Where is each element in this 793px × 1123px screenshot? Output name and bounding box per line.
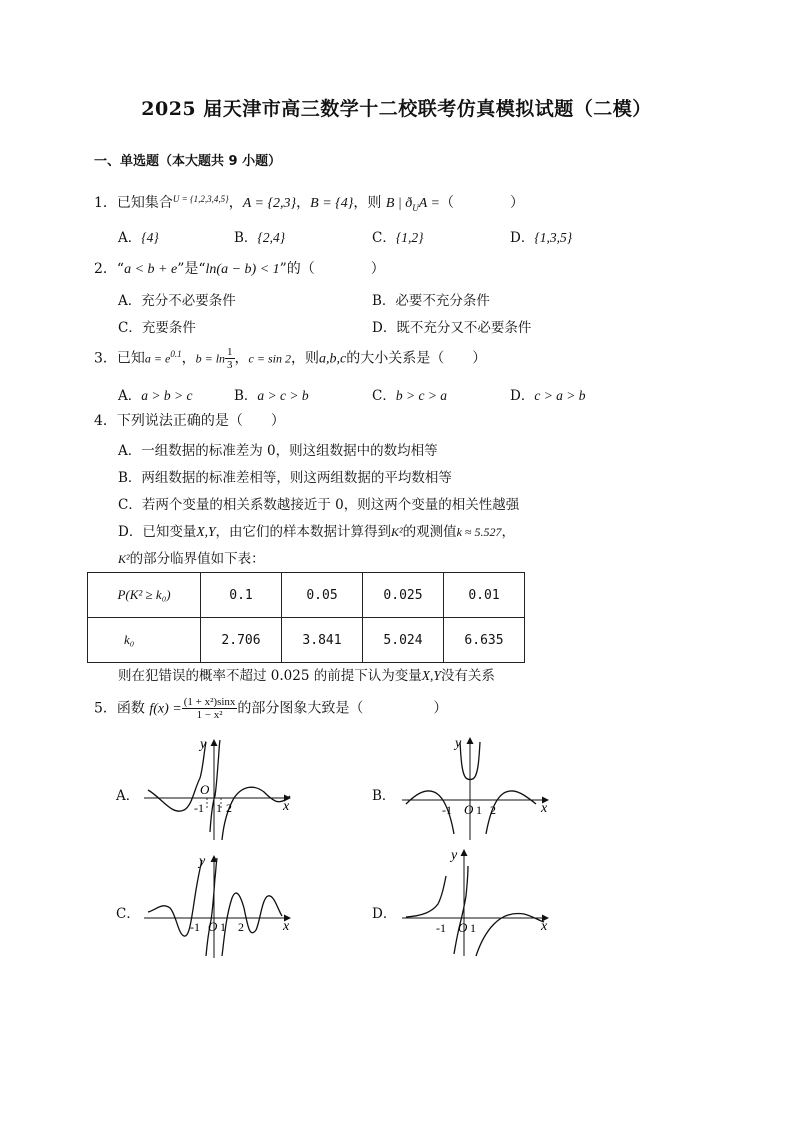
graph-option-d[interactable] <box>398 846 558 958</box>
q1-paren: （ ） <box>439 195 524 211</box>
q1-number: 1． <box>94 195 117 211</box>
q4-conclusion-pre: 则在犯错误的概率不超过 0.025 的前提下认为变量 <box>118 668 422 684</box>
q5-number: 5． <box>94 700 117 717</box>
option-text: 充要条件 <box>141 320 196 336</box>
q3-tail: 的大小关系是（ ） <box>346 350 487 367</box>
q1-sep: ， <box>228 195 243 211</box>
q3-then: ，则 <box>290 350 319 367</box>
table-cell: 0.025 <box>363 573 444 618</box>
tick-label: 1 <box>470 921 476 935</box>
curve-right-branch <box>222 787 290 840</box>
option-text: {1,3,5} <box>534 230 573 245</box>
q3-b-fraction <box>225 346 235 371</box>
option-label: B． <box>234 230 258 246</box>
q1-set-a: A = {2,3} <box>242 196 297 211</box>
question-5 <box>94 696 447 721</box>
origin-label: O <box>458 920 468 935</box>
q5-pre: 函数 <box>116 700 145 717</box>
page-title: 2025 届天津市高三数学十二校联考仿真模拟试题（二模） <box>141 98 652 120</box>
q5-option-d[interactable]: D． <box>372 906 397 922</box>
option-text: a > b > c <box>141 388 193 403</box>
x-axis-label: x <box>283 799 290 814</box>
option-label: D． <box>372 320 397 336</box>
option-text: a > c > b <box>257 388 309 403</box>
option-label: C． <box>372 230 396 246</box>
x-axis-label: x <box>283 919 290 934</box>
table-row <box>88 573 525 618</box>
option-text: {4} <box>141 230 159 245</box>
q2-option-b[interactable] <box>372 289 490 309</box>
option-label: D． <box>510 230 535 246</box>
x-axis-label: x <box>541 919 548 934</box>
q4-option-d[interactable] <box>118 520 515 540</box>
option-label: B． <box>234 388 258 404</box>
q4-option-a[interactable]: A．一组数据的标准差为 0，则这组数据中的数均相等 <box>118 443 438 459</box>
tick-label: -1 <box>442 803 452 817</box>
q5-option-c[interactable]: C． <box>116 906 140 922</box>
q2-tail: ”的（ ） <box>279 261 385 277</box>
table-row <box>88 618 525 663</box>
q3-c-expr: c = sin 2 <box>248 351 291 366</box>
q3-number: 3． <box>94 350 117 367</box>
q1-option-c[interactable] <box>372 226 424 246</box>
q2-number: 2． <box>94 261 117 277</box>
q1-sep2: ， <box>296 195 311 211</box>
y-axis-label: y <box>199 854 206 869</box>
q4-conclusion-vars: X,Y <box>421 668 441 683</box>
q4-option-b[interactable]: B．两组数据的标准差相等，则这两组数据的平均数相等 <box>118 470 452 486</box>
x-axis-label: x <box>541 801 548 816</box>
q3-option-d[interactable] <box>510 384 586 404</box>
option-text: 必要不充分条件 <box>395 293 490 309</box>
q4-conclusion-end: 没有关系 <box>440 668 495 684</box>
q4-d-end: ， <box>501 524 515 540</box>
q4-conclusion <box>118 664 495 684</box>
q3-option-b[interactable] <box>234 384 309 404</box>
q1-option-b[interactable] <box>234 226 285 246</box>
section-heading: 一、单选题（本大题共 9 小题） <box>94 154 282 169</box>
graph-option-b[interactable] <box>398 734 558 842</box>
q1-expr-sub: U <box>412 202 419 213</box>
y-axis-label: y <box>451 848 458 863</box>
question-3 <box>94 346 486 371</box>
question-2 <box>94 258 385 278</box>
q3-a-exp: 0.1 <box>170 348 182 359</box>
curve-right-branch <box>222 893 282 956</box>
q1-set-b: B = {4} <box>310 196 354 211</box>
q3-option-a[interactable] <box>118 384 192 404</box>
question-1 <box>94 192 524 213</box>
option-text: c > a > b <box>534 388 586 403</box>
q3-vars: a,b,c <box>318 351 347 367</box>
origin-label: O <box>464 802 474 817</box>
q4-d-mid: ，由它们的样本数据计算得到 <box>215 524 391 540</box>
tick-label: 2 <box>490 803 496 817</box>
q1-option-d[interactable] <box>510 226 572 246</box>
table-cell: 6.635 <box>444 618 525 663</box>
tick-label: -1 <box>436 921 446 935</box>
q2-option-d[interactable] <box>372 316 531 336</box>
fraction-numerator: (1 + x²)sinx <box>183 696 236 708</box>
q2-is: ”是“ <box>177 261 206 277</box>
tick-label: -1 <box>190 920 200 934</box>
q5-function: f(x) = <box>149 701 182 717</box>
q5-tail: 的部分图象大致是（ ） <box>237 700 448 717</box>
tick-label: -1 <box>194 801 204 815</box>
q3-pre: 已知 <box>116 350 145 367</box>
curve-middle-branch <box>206 858 217 956</box>
q4-k-squared: K² <box>118 552 130 566</box>
y-axis-label: y <box>200 737 207 752</box>
option-text: {1,2} <box>395 230 424 245</box>
q2-option-c[interactable] <box>118 316 196 336</box>
option-label: A． <box>118 388 142 404</box>
q4-d-vars: X,Y <box>196 524 216 539</box>
q4-table-intro-text: 的部分临界值如下表： <box>129 551 265 567</box>
q4-table-intro <box>118 547 265 567</box>
q2-option-a[interactable] <box>118 289 236 309</box>
q3-a-expr: a = e <box>144 351 171 366</box>
y-axis-label: y <box>455 736 462 751</box>
tick-label: 1 <box>220 920 226 934</box>
graph-option-c[interactable] <box>140 850 300 960</box>
q4-stem: 下列说法正确的是（ ） <box>116 413 285 429</box>
curve-left-branch <box>406 876 446 917</box>
option-label: C． <box>372 388 396 404</box>
tick-label: 1 <box>216 801 222 815</box>
option-text: b > c > a <box>395 388 448 403</box>
q2-quote-open: “ <box>116 261 125 277</box>
option-label: C． <box>118 320 142 336</box>
q1-expr2: A = <box>418 196 440 211</box>
q1-pre: 已知集合 <box>116 195 173 211</box>
q3-option-c[interactable] <box>372 384 447 404</box>
q4-d-value: k ≈ 5.527 <box>456 525 502 539</box>
table-row-header: k₀ <box>88 618 201 663</box>
q4-d-pre: D．已知变量 <box>118 524 197 540</box>
origin-label: O <box>200 782 210 797</box>
q1-then: ，则 <box>353 195 382 211</box>
q3-sep1: ， <box>181 350 196 367</box>
option-text: 充分不必要条件 <box>141 293 236 309</box>
table-cell: 0.1 <box>201 573 282 618</box>
q5-option-a[interactable]: A． <box>116 788 140 804</box>
q1-set-u: U = {1,2,3,4,5} <box>172 194 229 204</box>
q2-condition-2: ln(a − b) < 1 <box>205 262 280 277</box>
option-label: D． <box>510 388 535 404</box>
q2-condition-1: a < b + e <box>124 262 178 277</box>
option-label: B． <box>372 293 396 309</box>
origin-label: O <box>208 919 218 934</box>
table-cell: 0.01 <box>444 573 525 618</box>
fraction-denominator: 1 − x² <box>196 709 223 721</box>
critical-value-table <box>87 572 525 663</box>
option-text: 既不充分又不必要条件 <box>396 320 532 336</box>
question-4 <box>94 410 285 430</box>
table-cell: 2.706 <box>201 618 282 663</box>
tick-label: 1 <box>476 803 482 817</box>
option-label: A． <box>118 293 142 309</box>
option-label: A． <box>118 230 142 246</box>
q4-number: 4． <box>94 413 117 429</box>
curve-right-branch <box>476 913 544 956</box>
option-text: {2,4} <box>257 230 286 245</box>
q4-option-c[interactable]: C．若两个变量的相关系数越接近于 0，则这两个变量的相关性越强 <box>118 497 520 513</box>
q3-b-expr: b = ln <box>195 351 226 366</box>
q5-fraction <box>182 696 238 721</box>
curve-middle-branch <box>454 866 468 954</box>
graph-option-a[interactable] <box>140 734 300 842</box>
q5-option-b[interactable]: B． <box>372 788 396 804</box>
tick-label: 2 <box>238 920 244 934</box>
table-cell: 5.024 <box>363 618 444 663</box>
tick-label: 2 <box>226 801 232 815</box>
table-row-header: P(K² ≥ k₀) <box>88 573 201 618</box>
q4-d-k: K² <box>390 525 403 539</box>
curve-middle-branch <box>210 740 220 832</box>
table-cell: 3.841 <box>282 618 363 663</box>
q1-option-a[interactable] <box>118 226 159 246</box>
q3-sep2: ， <box>234 350 249 367</box>
fraction-numerator: 1 <box>227 346 233 358</box>
table-cell: 0.05 <box>282 573 363 618</box>
q1-expr: B | ð <box>385 196 413 211</box>
fraction-denominator: 3 <box>227 359 233 371</box>
q4-d-mid2: 的观测值 <box>402 524 457 540</box>
